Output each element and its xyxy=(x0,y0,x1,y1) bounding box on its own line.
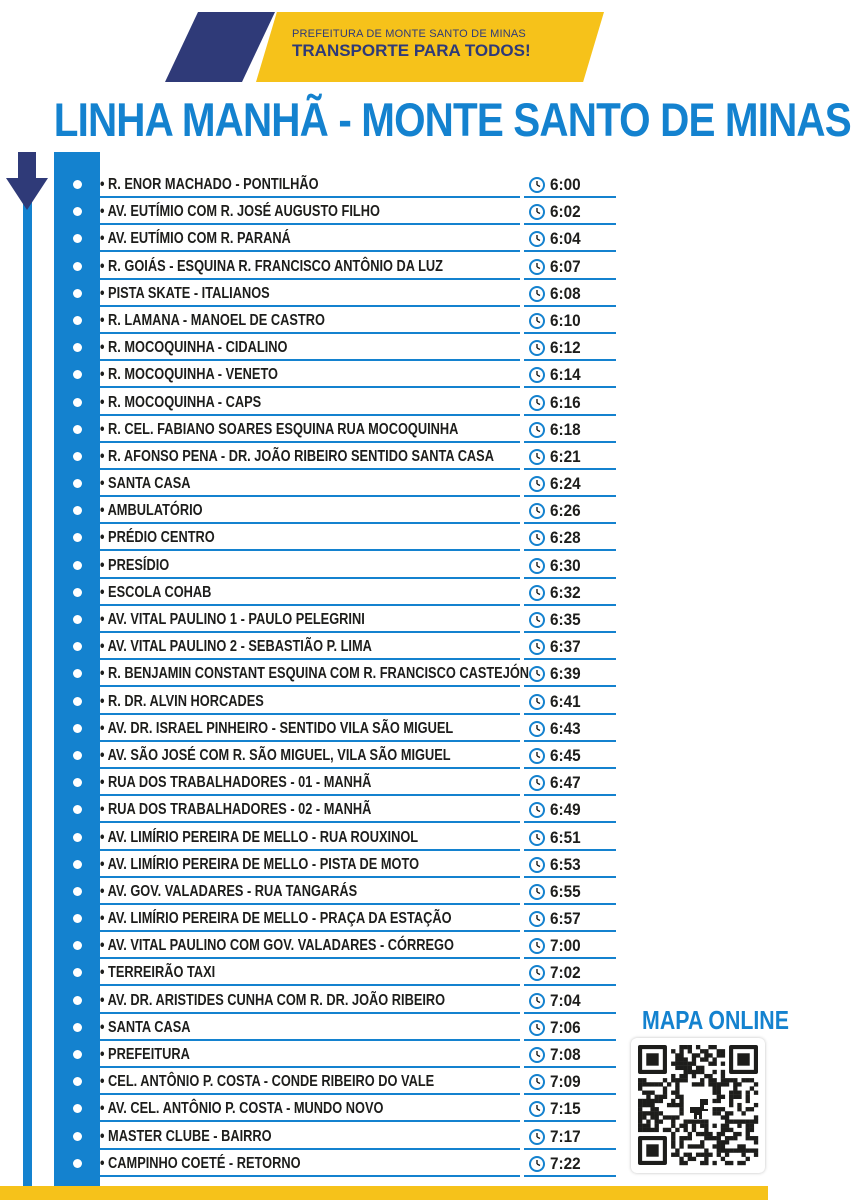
clock-icon xyxy=(528,774,546,792)
list-item xyxy=(54,171,624,198)
stop-time: 6:53 xyxy=(550,854,581,874)
stop-time: 6:24 xyxy=(550,474,581,494)
stop-time: 7:09 xyxy=(550,1072,581,1092)
stop-name: • PISTA SKATE - ITALIANOS xyxy=(100,283,520,307)
stop-time: 6:08 xyxy=(550,283,581,303)
stop-time: 6:26 xyxy=(550,501,581,521)
stop-dot xyxy=(73,615,82,624)
clock-icon xyxy=(528,801,546,819)
stop-dot xyxy=(73,860,82,869)
stop-name: • AV. VITAL PAULINO 1 - PAULO PELEGRINI xyxy=(100,609,520,633)
clock-icon xyxy=(528,1046,546,1064)
stop-time-cell xyxy=(524,935,616,959)
stop-dot xyxy=(73,588,82,597)
stop-time-cell xyxy=(524,582,616,606)
stop-time-cell xyxy=(524,908,616,932)
stop-dot xyxy=(73,262,82,271)
stop-time: 6:12 xyxy=(550,338,581,358)
stop-dot xyxy=(73,833,82,842)
stop-time: 6:32 xyxy=(550,582,581,602)
stop-name: • SANTA CASA xyxy=(100,473,520,497)
stop-time: 6:51 xyxy=(550,827,581,847)
stop-time: 6:47 xyxy=(550,773,581,793)
list-item xyxy=(54,524,624,551)
list-item xyxy=(54,497,624,524)
stop-dot xyxy=(73,398,82,407)
stop-time: 6:21 xyxy=(550,446,581,466)
stop-dot xyxy=(73,506,82,515)
qr-code[interactable] xyxy=(631,1038,765,1173)
clock-icon xyxy=(528,176,546,194)
stop-dot xyxy=(73,370,82,379)
list-item xyxy=(54,824,624,851)
stop-time-cell xyxy=(524,283,616,307)
stop-dot xyxy=(73,479,82,488)
list-item xyxy=(54,416,624,443)
stop-time-cell xyxy=(524,663,616,687)
stop-time-cell xyxy=(524,500,616,524)
clock-icon xyxy=(528,1155,546,1173)
stop-name: • R. MOCOQUINHA - CAPS xyxy=(100,392,520,416)
clock-icon xyxy=(528,937,546,955)
stop-time-cell xyxy=(524,527,616,551)
stop-time: 7:08 xyxy=(550,1045,581,1064)
stop-dot xyxy=(73,343,82,352)
stop-name: • CAMPINHO COETÉ - RETORNO xyxy=(100,1153,520,1177)
list-item xyxy=(54,715,624,742)
stop-time: 6:55 xyxy=(550,881,581,901)
list-item xyxy=(54,633,624,660)
stop-name: • AV. DR. ISRAEL PINHEIRO - SENTIDO VILA SÃO MIGUEL xyxy=(100,718,520,742)
stop-name: • AV. VITAL PAULINO 2 - SEBASTIÃO P. LIMA xyxy=(100,636,520,660)
stop-name: • R. MOCOQUINHA - CIDALINO xyxy=(100,337,520,361)
stop-name: • AV. DR. ARISTIDES CUNHA COM R. DR. JOÃO RIBEIRO xyxy=(100,990,520,1014)
list-item xyxy=(54,878,624,905)
stop-time-cell xyxy=(524,473,616,497)
stop-list xyxy=(54,171,624,1177)
clock-icon xyxy=(528,502,546,520)
clock-icon xyxy=(528,1128,546,1146)
stop-time-cell xyxy=(524,854,616,878)
stop-dot xyxy=(73,1023,82,1032)
list-item xyxy=(54,660,624,687)
stop-time-cell xyxy=(524,256,616,280)
list-item xyxy=(54,1123,624,1150)
clock-icon xyxy=(528,394,546,412)
stop-time-cell xyxy=(524,962,616,986)
clock-icon xyxy=(528,529,546,547)
stop-time: 6:28 xyxy=(550,528,581,548)
stop-time-cell xyxy=(524,310,616,334)
clock-icon xyxy=(528,258,546,276)
stop-time-cell xyxy=(524,772,616,796)
list-item xyxy=(54,307,624,334)
list-item xyxy=(54,769,624,796)
stop-dot xyxy=(73,533,82,542)
stop-time-cell xyxy=(524,1126,616,1150)
stop-name: • AV. EUTÍMIO COM R. PARANÁ xyxy=(100,228,520,252)
stop-dot xyxy=(73,425,82,434)
list-item xyxy=(54,389,624,416)
stop-time: 6:14 xyxy=(550,365,581,385)
stop-name: • AV. VITAL PAULINO COM GOV. VALADARES - CÓRREGO xyxy=(100,935,520,959)
stop-dot xyxy=(73,778,82,787)
stop-name: • R. GOIÁS - ESQUINA R. FRANCISCO ANTÔNIO DA LUZ xyxy=(100,256,520,280)
stop-time-cell xyxy=(524,881,616,905)
stop-dot xyxy=(73,724,82,733)
stop-time: 6:35 xyxy=(550,610,581,629)
stop-time: 6:16 xyxy=(550,392,581,412)
clock-icon xyxy=(528,285,546,303)
stop-name: • AV. EUTÍMIO COM R. JOSÉ AUGUSTO FILHO xyxy=(100,201,520,225)
stop-name: • R. BENJAMIN CONSTANT ESQUINA COM R. FRANCISCO CASTEJÓN xyxy=(100,663,520,687)
stop-dot xyxy=(73,452,82,461)
list-item xyxy=(54,742,624,769)
clock-icon xyxy=(528,883,546,901)
stop-dot xyxy=(73,914,82,923)
stop-time: 6:00 xyxy=(550,175,581,194)
stop-time-cell xyxy=(524,609,616,633)
stop-name: • R. ENOR MACHADO - PONTILHÃO xyxy=(100,174,520,198)
stop-time-cell xyxy=(524,174,616,198)
stop-dot xyxy=(73,561,82,570)
stop-dot xyxy=(73,180,82,189)
list-item xyxy=(54,1068,624,1095)
list-item xyxy=(54,987,624,1014)
direction-arrow-down-icon xyxy=(6,152,48,210)
clock-icon xyxy=(528,856,546,874)
list-item xyxy=(54,959,624,986)
stop-time-cell xyxy=(524,1098,616,1122)
stop-time: 7:15 xyxy=(550,1099,581,1119)
clock-icon xyxy=(528,230,546,248)
stop-dot xyxy=(73,941,82,950)
stop-time-cell xyxy=(524,419,616,443)
stop-time-cell xyxy=(524,1044,616,1068)
list-item xyxy=(54,932,624,959)
stop-time: 6:41 xyxy=(550,691,581,711)
clock-icon xyxy=(528,475,546,493)
stop-time: 6:37 xyxy=(550,637,581,657)
stop-dot xyxy=(73,751,82,760)
stop-time-cell xyxy=(524,799,616,823)
stop-time: 6:57 xyxy=(550,909,581,929)
stop-dot xyxy=(73,316,82,325)
stop-time: 6:39 xyxy=(550,664,581,684)
stop-time: 7:00 xyxy=(550,936,581,956)
stop-time-cell xyxy=(524,636,616,660)
clock-icon xyxy=(528,203,546,221)
stop-dot xyxy=(73,1077,82,1086)
stop-time: 7:04 xyxy=(550,990,581,1010)
clock-icon xyxy=(528,693,546,711)
stop-name: • TERREIRÃO TAXI xyxy=(100,962,520,986)
list-item xyxy=(54,579,624,606)
stop-name: • AV. LIMÍRIO PEREIRA DE MELLO - PISTA DE MOTO xyxy=(100,854,520,878)
stop-dot xyxy=(73,1159,82,1168)
stop-name: • PRESÍDIO xyxy=(100,555,520,579)
stop-time-cell xyxy=(524,990,616,1014)
clock-icon xyxy=(528,339,546,357)
list-item xyxy=(54,225,624,252)
stop-time: 6:10 xyxy=(550,310,581,330)
stop-dot xyxy=(73,1104,82,1113)
stop-name: • RUA DOS TRABALHADORES - 01 - MANHÃ xyxy=(100,772,520,796)
stop-name: • R. AFONSO PENA - DR. JOÃO RIBEIRO SENTIDO SANTA CASA xyxy=(100,446,520,470)
banner-dark-stripe xyxy=(165,12,275,82)
stop-time: 7:22 xyxy=(550,1153,581,1173)
stop-dot xyxy=(73,642,82,651)
stop-time: 6:49 xyxy=(550,800,581,820)
stop-time-cell xyxy=(524,827,616,851)
stop-dot xyxy=(73,1132,82,1141)
stop-dot xyxy=(73,805,82,814)
list-item xyxy=(54,361,624,388)
list-item xyxy=(54,443,624,470)
list-item xyxy=(54,1014,624,1041)
stop-dot xyxy=(73,887,82,896)
stop-time-cell xyxy=(524,201,616,225)
bottom-bar xyxy=(0,1186,768,1200)
stop-time-cell xyxy=(524,446,616,470)
stop-time: 7:06 xyxy=(550,1017,581,1037)
clock-icon xyxy=(528,720,546,738)
stop-time-cell xyxy=(524,392,616,416)
header-subtitle: PREFEITURA DE MONTE SANTO DE MINAS xyxy=(292,28,526,40)
stop-name: • MASTER CLUBE - BAIRRO xyxy=(100,1126,520,1150)
stop-time: 7:17 xyxy=(550,1126,581,1146)
stop-dot xyxy=(73,234,82,243)
list-item xyxy=(54,470,624,497)
stop-name: • R. DR. ALVIN HORCADES xyxy=(100,691,520,715)
stop-dot xyxy=(73,1050,82,1059)
clock-icon xyxy=(528,1100,546,1118)
clock-icon xyxy=(528,584,546,602)
clock-icon xyxy=(528,747,546,765)
stop-name: • AV. GOV. VALADARES - RUA TANGARÁS xyxy=(100,881,520,905)
stop-dot xyxy=(73,968,82,977)
list-item xyxy=(54,253,624,280)
header-banner xyxy=(292,27,592,61)
route-rail-line xyxy=(23,200,32,1190)
list-item xyxy=(54,1041,624,1068)
stop-time-cell xyxy=(524,718,616,742)
qr-title: MAPA ONLINE xyxy=(642,1005,789,1035)
list-item xyxy=(54,905,624,932)
stop-name: • AV. SÃO JOSÉ COM R. SÃO MIGUEL, VILA SÃO MIGUEL xyxy=(100,745,520,769)
stop-time: 6:04 xyxy=(550,229,581,249)
clock-icon xyxy=(528,312,546,330)
clock-icon xyxy=(528,665,546,683)
stop-time-cell xyxy=(524,364,616,388)
clock-icon xyxy=(528,910,546,928)
list-item xyxy=(54,198,624,225)
list-item xyxy=(54,334,624,361)
qr-code-icon xyxy=(638,1045,758,1166)
clock-icon xyxy=(528,992,546,1010)
stop-name: • R. CEL. FABIANO SOARES ESQUINA RUA MOCOQUINHA xyxy=(100,419,520,443)
stop-name: • PRÉDIO CENTRO xyxy=(100,527,520,551)
stop-name: • SANTA CASA xyxy=(100,1017,520,1041)
stop-time: 6:43 xyxy=(550,718,581,738)
clock-icon xyxy=(528,964,546,982)
stop-time-cell xyxy=(524,691,616,715)
stop-time: 6:07 xyxy=(550,256,581,276)
stop-name: • R. MOCOQUINHA - VENETO xyxy=(100,364,520,388)
clock-icon xyxy=(528,829,546,847)
stop-dot xyxy=(73,669,82,678)
stop-time: 6:45 xyxy=(550,745,581,765)
stop-name: • PREFEITURA xyxy=(100,1044,520,1068)
stop-dot xyxy=(73,697,82,706)
stop-name: • CEL. ANTÔNIO P. COSTA - CONDE RIBEIRO DO VALE xyxy=(100,1071,520,1095)
list-item xyxy=(54,1150,624,1177)
list-item xyxy=(54,851,624,878)
stop-dot xyxy=(73,207,82,216)
clock-icon xyxy=(528,1019,546,1037)
stop-time-cell xyxy=(524,1071,616,1095)
stop-time-cell xyxy=(524,745,616,769)
stop-time-cell xyxy=(524,555,616,579)
stop-name: • AV. LIMÍRIO PEREIRA DE MELLO - RUA ROUXINOL xyxy=(100,827,520,851)
list-item xyxy=(54,552,624,579)
stop-time-cell xyxy=(524,337,616,361)
stop-time: 6:30 xyxy=(550,555,581,575)
clock-icon xyxy=(528,448,546,466)
stop-name: • R. LAMANA - MANOEL DE CASTRO xyxy=(100,310,520,334)
list-item xyxy=(54,688,624,715)
stop-time: 6:02 xyxy=(550,202,581,222)
stop-time: 6:18 xyxy=(550,419,581,439)
stop-name: • AV. LIMÍRIO PEREIRA DE MELLO - PRAÇA DA ESTAÇÃO xyxy=(100,908,520,932)
header-slogan: TRANSPORTE PARA TODOS! xyxy=(292,41,531,60)
stop-time: 7:02 xyxy=(550,963,581,983)
clock-icon xyxy=(528,557,546,575)
clock-icon xyxy=(528,638,546,656)
stop-name: • AMBULATÓRIO xyxy=(100,500,520,524)
stop-dot xyxy=(73,996,82,1005)
stop-dot xyxy=(73,289,82,298)
stop-name: • ESCOLA COHAB xyxy=(100,582,520,606)
stop-time-cell xyxy=(524,1153,616,1177)
clock-icon xyxy=(528,366,546,384)
stop-name: • AV. CEL. ANTÔNIO P. COSTA - MUNDO NOVO xyxy=(100,1098,520,1122)
clock-icon xyxy=(528,421,546,439)
list-item xyxy=(54,796,624,823)
list-item xyxy=(54,606,624,633)
stop-name: • RUA DOS TRABALHADORES - 02 - MANHÃ xyxy=(100,799,520,823)
clock-icon xyxy=(528,1073,546,1091)
list-item xyxy=(54,280,624,307)
stop-time-cell xyxy=(524,228,616,252)
clock-icon xyxy=(528,611,546,629)
page-title: LINHA MANHÃ - MONTE SANTO DE MINAS xyxy=(53,93,851,146)
list-item xyxy=(54,1095,624,1122)
stop-time-cell xyxy=(524,1017,616,1041)
